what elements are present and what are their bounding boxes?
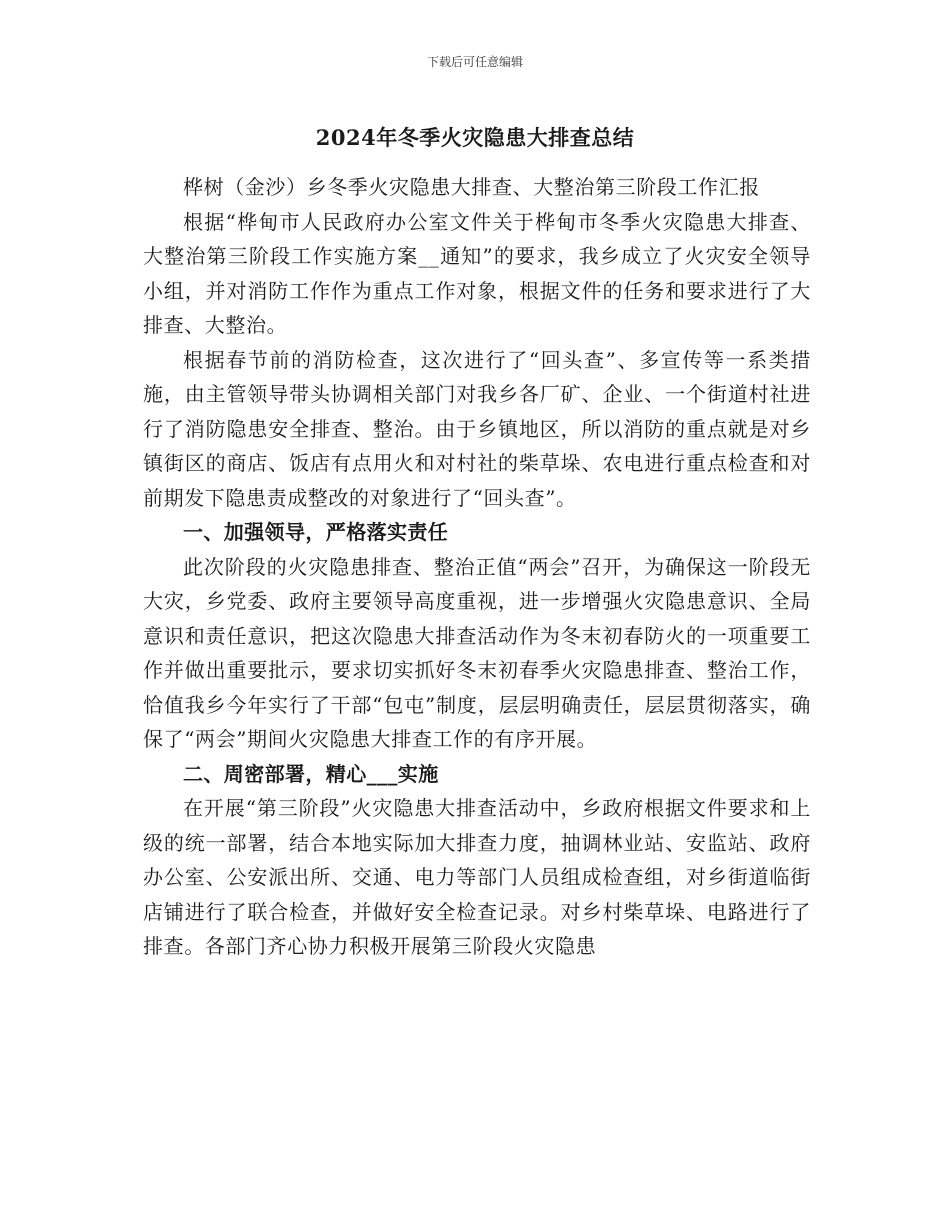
document-body <box>143 170 811 964</box>
report-subtitle: 桦树（金沙）乡冬季火灾隐患大排查、大整治第三阶段工作汇报 <box>183 175 760 199</box>
section-1-heading: 一、加强领导，严格落实责任 <box>183 520 449 544</box>
section-2-heading: 二、周密部署，精心___实施 <box>183 761 439 786</box>
document-title: 2024年冬季火灾隐患大排查总结 <box>315 125 635 150</box>
section-2-paragraph: 在开展“第三阶段”火灾隐患大排查活动中，乡政府根据文件要求和上级的统一部署，结合本地实际加大排查力度，抽调林业站、安监站、政府办公室、公安派出所、交通、电力等部门人员组成检查组，对乡街道临街店铺进行了联合检查，并做好安全检查记录。对乡村柴草垛、电路进行了排查。各部门齐心协力积极开展第三阶段火灾隐患 <box>143 796 811 958</box>
section-1-paragraph: 此次阶段的火灾隐患排查、整治正值“两会”召开，为确保这一阶段无大灾，乡党委、政府主要领导高度重视，进一步增强火灾隐患意识、全局意识和责任意识，把这次隐患大排查活动作为冬末初春防火的一项重要工作并做出重要批示，要求切实抓好冬末初春季火灾隐患排查、整治工作，恰值我乡今年实行了干部“包屯”制度，层层明确责任，层层贯彻落实，确保了“两会”期间火灾隐患大排查工作的有序开展。 <box>143 554 811 751</box>
intro-paragraph-2: 根据春节前的消防检查，这次进行了“回头查”、多宣传等一系类措施，由主管领导带头协调相关部门对我乡各厂矿、企业、一个街道村社进行了消防隐患安全排查、整治。由于乡镇地区，所以消防的重点就是对乡镇街区的商店、饭店有点用火和对村社的柴草垛、农电进行重点检查和对前期发下隐患责成整改的对象进行了“回头查”。 <box>143 347 811 510</box>
header-note: 下载后可任意编辑 <box>426 55 523 69</box>
intro-paragraph-1: 根据“桦甸市人民政府办公室文件关于桦甸市冬季火灾隐患大排查、大整治第三阶段工作实施方案__通知”的要求，我乡成立了火灾安全领导小组，并对消防工作作为重点工作对象，根据文件的任务和要求进行了大排查、大整治。 <box>143 209 811 337</box>
